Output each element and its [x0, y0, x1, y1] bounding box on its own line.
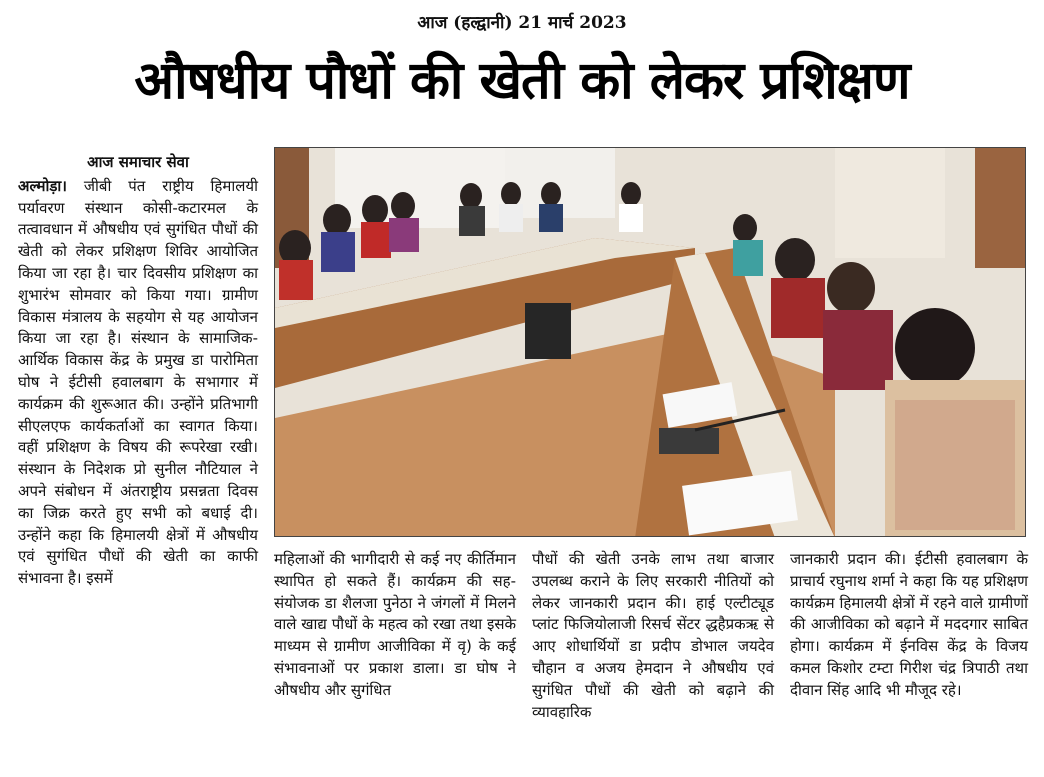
byline: आज समाचार सेवा	[87, 153, 189, 171]
column-1-lead: जीबी पंत राष्ट्रीय हिमालयी पर्यावरण संस्थान कोसी-कटारमल के तत्वावधान में औषधीय एवं सुगंधित पौधों की खेती को लेकर प्रशिक्षण शिविर आयोजित किया जा रहा है। चार दिवसीय प्रशिक्षण का शुभारंभ सोमवार को किया गया। ग्रामीण विकास मंत्रालय के सहयोग से यह आयोजन किया जा रहा है। संस्थान के सामाजिक-आर्थिक विकास केंद्र के प्रमुख डा पारोमिता घोष ने ईटीसी हवालबाग के सभागार में कार्यक्रम की शुरूआत की। उन्होंने प्रतिभागी सीएलएफ कार्यकर्ताओं का स्वागत किया। वहीं प्रशिक्षण के विषय की रूपरेखा रखी। संस्थान के निदेशक प्रो सुनील नौटियाल ने अपने संबोधन में अंतराष्ट्रीय प्रसन्नता दिवस का जिक्र करते हुए सभी को बधाई दी। उन्होंने कहा कि हिमालयी क्षेत्रों में औषधीय एवं सुगंधित पौधों की खेती का काफी संभावना है। इसमें	[18, 176, 258, 588]
photo-window-right	[835, 148, 945, 258]
article-column-1	[18, 152, 258, 590]
article-column-4: जानकारी प्रदान की। ईटीसी हवालबाग के प्राचार्य रघुनाथ शर्मा ने कहा कि यह प्रशिक्षण कार्यक्रम हिमालयी क्षेत्रों में रहने वाले ग्रामीणों की आजीविका को बढ़ाने में मददगार साबित होगा। कार्यक्रम में ईनविस केंद्र के विजय कमल किशोर टम्टा गिरीश चंद्र त्रिपाठी तथा दीवान सिंह आदि भी मौजूद रहे।	[790, 550, 1028, 699]
photo-speaker	[525, 303, 571, 359]
photo-microphone	[659, 428, 719, 454]
photo-window-left	[335, 148, 515, 228]
photo-illustration	[275, 148, 1026, 537]
article-column-2: महिलाओं की भागीदारी से कई नए कीर्तिमान स्थापित हो सकते हैं। कार्यक्रम की सह-संयोजक डा शैलजा पुनेठा ने जंगलों में मिलने वाले खाद्य पौधों के महत्व को रखा तथा इसके माध्यम से ग्रामीण आजीविका में वृ) के कई संभावनाओं पर प्रकाश डाला। डा घोष ने औषधीय और सुगंधित	[274, 550, 516, 699]
article-column-3: पौधों की खेती उनके लाभ तथा बाजार उपलब्ध कराने के लिए सरकारी नीतियों को लेकर जानकारी प्रदान की। हाई एल्टीट्यूड प्लांट फिजियोलाजी रिसर्च सेंटर द्धहैप्रकऋ से आए शोधार्थियों डा प्रदीप डोभाल जयदेव चौहान व अजय हेमदान ने औषधीय एवं सुगंधित पौधों की खेती को बढ़ाने की व्यावहारिक	[532, 550, 774, 721]
column-1-text	[18, 176, 258, 590]
dateline: आज (हल्द्वानी) 21 मार्च 2023	[417, 13, 627, 33]
photo-curtain-right	[975, 148, 1026, 268]
headline: औषधीय पौधों की खेती को लेकर प्रशिक्षण	[134, 51, 910, 111]
dateline-place: अल्मोड़ा।	[18, 176, 67, 195]
training-session-photo	[274, 147, 1026, 537]
